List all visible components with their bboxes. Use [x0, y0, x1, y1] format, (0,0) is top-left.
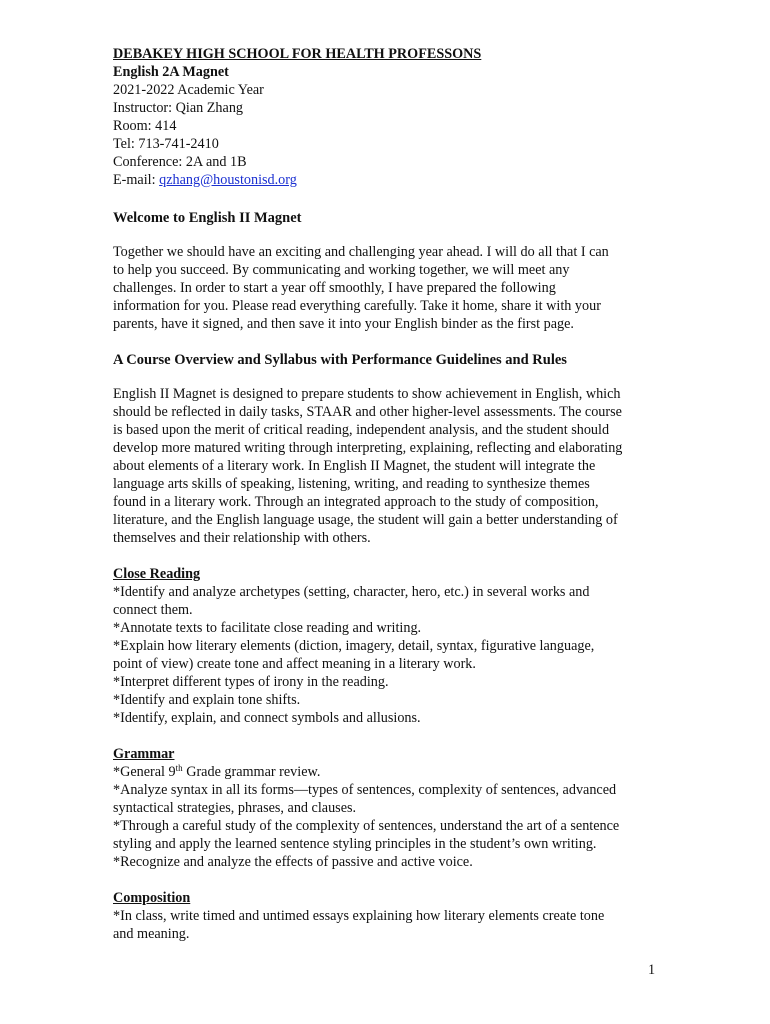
- overview-heading: A Course Overview and Syllabus with Performance Guidelines and Rules: [113, 352, 567, 368]
- ordinal-superscript: th: [175, 763, 183, 773]
- welcome-line: information for you. Please read everything carefully. Take it home, share it with your: [113, 298, 601, 314]
- instructor: Instructor: Qian Zhang: [113, 100, 244, 116]
- page-number: 1: [648, 962, 656, 978]
- list-item: connect them.: [113, 602, 193, 618]
- welcome-paragraph: [113, 243, 658, 333]
- list-item: *Through a careful study of the complexity of sentences, understand the art of a sentence: [113, 818, 620, 834]
- overview-line: English II Magnet is designed to prepare students to show achievement in English, which: [113, 386, 621, 402]
- overview-line: develop more matured writing through interpreting, explaining, reflecting and elaborating: [113, 440, 623, 456]
- list-item: *Identify, explain, and connect symbols and allusions.: [113, 710, 421, 726]
- list-item: styling and apply the learned sentence styling principles in the student’s own writing.: [113, 836, 597, 852]
- list-item: *Identify and explain tone shifts.: [113, 692, 301, 708]
- list-item: point of view) create tone and affect meaning in a literary work.: [113, 656, 476, 672]
- room: Room: 414: [113, 118, 177, 134]
- email-line: [113, 171, 658, 189]
- list-item: *Identify and analyze archetypes (setting, character, hero, etc.) in several works and: [113, 584, 590, 600]
- welcome-heading: Welcome to English II Magnet: [113, 210, 302, 226]
- school-name: DEBAKEY HIGH SCHOOL FOR HEALTH PROFESSONS: [113, 46, 482, 62]
- welcome-line: Together we should have an exciting and challenging year ahead. I will do all that I can: [113, 244, 609, 260]
- composition-list: [113, 907, 658, 943]
- list-item: and meaning.: [113, 926, 190, 942]
- overview-line: found in a literary work. Through an integrated approach to the study of composition,: [113, 494, 599, 510]
- conference: Conference: 2A and 1B: [113, 154, 247, 170]
- telephone: Tel: 713-741-2410: [113, 136, 219, 152]
- email-link[interactable]: qzhang@houstonisd.org: [159, 172, 297, 188]
- welcome-line: parents, have it signed, and then save it into your English binder as the first page.: [113, 316, 574, 332]
- overview-line: is based upon the merit of critical reading, independent analysis, and the student should: [113, 422, 610, 438]
- overview-line: literature, and the English language usage, the student will gain a better understanding of: [113, 512, 618, 528]
- list-item: *Recognize and analyze the effects of passive and active voice.: [113, 854, 473, 870]
- close-reading-heading: Close Reading: [113, 566, 201, 582]
- list-item: *In class, write timed and untimed essays explaining how literary elements create tone: [113, 908, 605, 924]
- list-item: syntactical strategies, phrases, and clauses.: [113, 800, 357, 816]
- email-label: E-mail:: [113, 172, 160, 188]
- list-item: *Explain how literary elements (diction, imagery, detail, syntax, figurative language,: [113, 638, 595, 654]
- overview-line: language arts skills of speaking, listening, writing, and reading to synthesize themes: [113, 476, 590, 492]
- close-reading-list: [113, 583, 658, 727]
- grammar-first-pre: *General 9: [113, 764, 176, 780]
- list-item: *Interpret different types of irony in the reading.: [113, 674, 389, 690]
- grammar-list: [113, 763, 658, 871]
- composition-heading: Composition: [113, 890, 191, 906]
- overview-line: themselves and their relationship with others.: [113, 530, 371, 546]
- overview-line: about elements of a literary work. In English II Magnet, the student will integrate the: [113, 458, 596, 474]
- academic-year: 2021-2022 Academic Year: [113, 82, 264, 98]
- grammar-heading: Grammar: [113, 746, 175, 762]
- page-content: [113, 45, 658, 943]
- overview-paragraph: [113, 385, 658, 547]
- course-title: English 2A Magnet: [113, 64, 229, 80]
- list-item: *Annotate texts to facilitate close reading and writing.: [113, 620, 422, 636]
- overview-line: should be reflected in daily tasks, STAAR and other higher-level assessments. The course: [113, 404, 622, 420]
- welcome-line: challenges. In order to start a year off smoothly, I have prepared the following: [113, 280, 556, 296]
- list-item: *Analyze syntax in all its forms—types of sentences, complexity of sentences, advanced: [113, 782, 617, 798]
- list-item: [113, 763, 658, 781]
- grammar-first-post: Grade grammar review.: [182, 764, 321, 780]
- welcome-line: to help you succeed. By communicating and working together, we will meet any: [113, 262, 570, 278]
